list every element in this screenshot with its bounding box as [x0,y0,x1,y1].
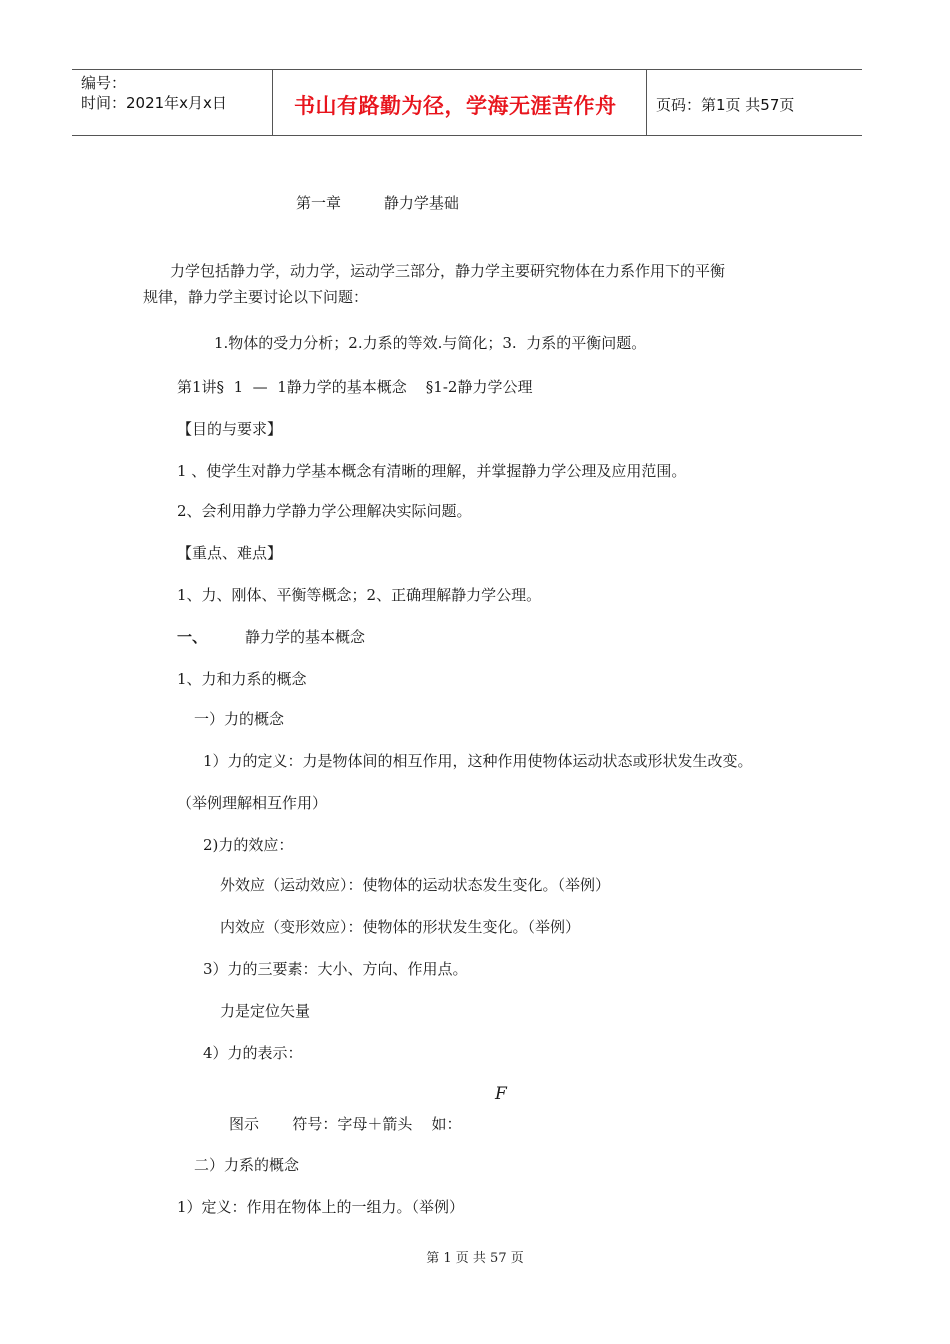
subsection-1-heading: 1、力和力系的概念 [177,670,307,688]
lecture-heading: 第1讲§ 1 — 1静力学的基本概念 §1-2静力学公理 [177,378,533,396]
three-elements: 3）力的三要素：大小、方向、作用点。 [203,960,468,978]
external-effect: 外效应（运动效应）：使物体的运动状态发生变化。（举例） [220,876,611,894]
key-points-text: 1、力、刚体、平衡等概念；2、正确理解静力学公理。 [177,586,542,604]
example-note: （举例理解相互作用） [177,794,328,812]
vector-note: 力是定位矢量 [220,1002,311,1020]
force-symbol-formula: F [495,1084,507,1104]
header-divider-right [646,69,647,136]
force-concept-heading: 一）力的概念 [194,710,285,728]
header-motto: 书山有路勤为径，学海无涯苦作舟 [294,94,617,118]
internal-effect: 内效应（变形效应）：使物体的形状发生变化。（举例） [220,918,581,936]
topic-list: 1.物体的受力分析；2.力系的等效.与简化；3. 力系的平衡问题。 [214,334,647,352]
force-system-definition: 1）定义：作用在物体上的一组力。（举例） [177,1198,465,1216]
section-1-number: 一、 [177,628,208,646]
force-representation-heading: 4）力的表示： [203,1044,303,1062]
intro-paragraph-line-1: 力学包括静力学，动力学，运动学三部分，静力学主要研究物体在力系作用下的平衡 [170,262,726,280]
key-points-heading: 【重点、难点】 [177,544,283,562]
chapter-title: 第一章 静力学基础 [296,194,459,212]
header-page-label: 页码：第1页 共57页 [656,96,795,114]
force-system-heading: 二）力系的概念 [194,1156,300,1174]
document-time-label: 时间：2021年x月x日 [81,94,227,112]
goals-heading: 【目的与要求】 [177,420,283,438]
force-representation-detail: 图示 符号：字母＋箭头 如： [229,1115,462,1133]
goal-item-2: 2、会利用静力学静力学公理解决实际问题。 [177,502,472,520]
section-1-title: 静力学的基本概念 [245,628,366,646]
force-effect-heading: 2)力的效应： [203,836,294,854]
document-number-label: 编号： [81,74,127,92]
header-divider-left [272,69,273,136]
header-bottom-rule [72,135,862,136]
force-definition: 1）力的定义：力是物体间的相互作用，这种作用使物体运动状态或形状发生改变。 [203,752,753,770]
header-top-rule [72,69,862,70]
intro-paragraph-line-2: 规律，静力学主要讨论以下问题： [143,288,369,306]
goal-item-1: 1 、使学生对静力学基本概念有清晰的理解，并掌握静力学公理及应用范围。 [177,462,687,480]
page-footer: 第 1 页 共 57 页 [426,1251,524,1266]
